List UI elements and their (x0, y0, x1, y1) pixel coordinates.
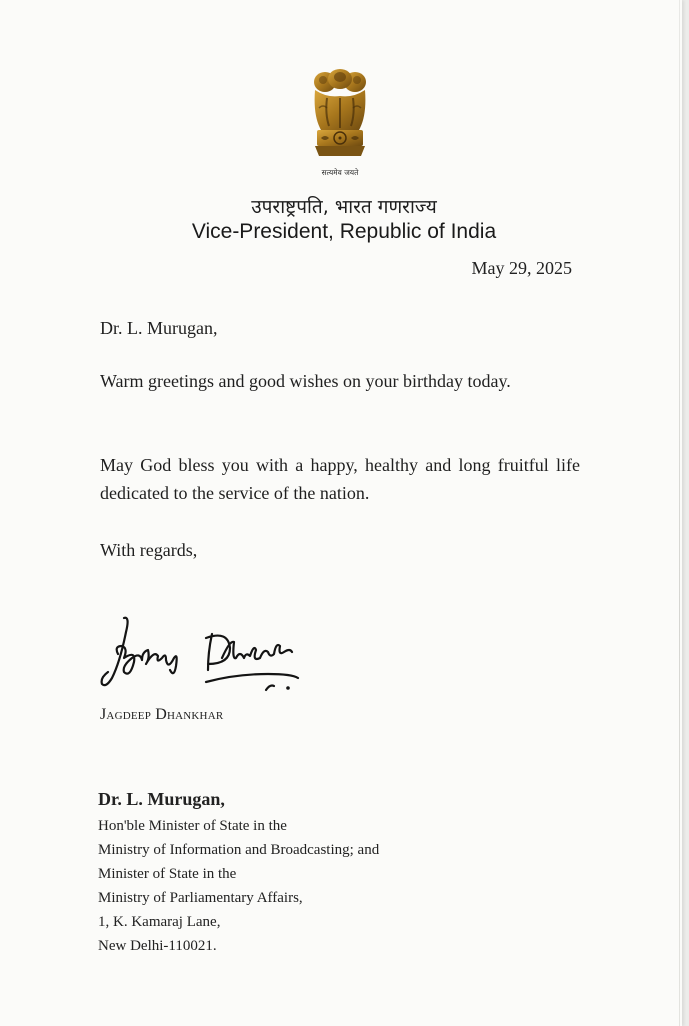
emblem-motto: सत्यमेव जयते (321, 168, 359, 177)
address-line: 1, K. Kamaraj Lane, (98, 914, 221, 930)
address-line: Ministry of Parliamentary Affairs, (98, 890, 303, 906)
letter-date: May 29, 2025 (471, 258, 572, 278)
signer-name: Jagdeep Dhankhar (100, 706, 224, 723)
recipient-address-block (98, 789, 538, 958)
letterhead-title-english: Vice-President, Republic of India (191, 220, 497, 243)
address-line: New Delhi-110021. (98, 938, 217, 954)
recipient-name: Dr. L. Murugan, (98, 789, 225, 809)
closing: With regards, (100, 540, 198, 560)
address-line: Hon'ble Minister of State in the (98, 818, 287, 834)
paper-edge (679, 0, 680, 1026)
handwritten-signature (96, 612, 306, 698)
greeting-paragraph: Warm greetings and good wishes on your birthday today. (100, 371, 511, 391)
blessing-paragraph: May God bless you with a happy, healthy and long fruitful life dedicated to the service of the nation. (100, 455, 580, 503)
address-line: Ministry of Information and Broadcasting; and (98, 842, 380, 858)
national-emblem-icon (305, 68, 375, 180)
letterhead-title-hindi: उपराष्ट्रपति, भारत गणराज्य (251, 196, 437, 218)
salutation: Dr. L. Murugan, (100, 318, 218, 338)
address-line: Minister of State in the (98, 866, 237, 882)
